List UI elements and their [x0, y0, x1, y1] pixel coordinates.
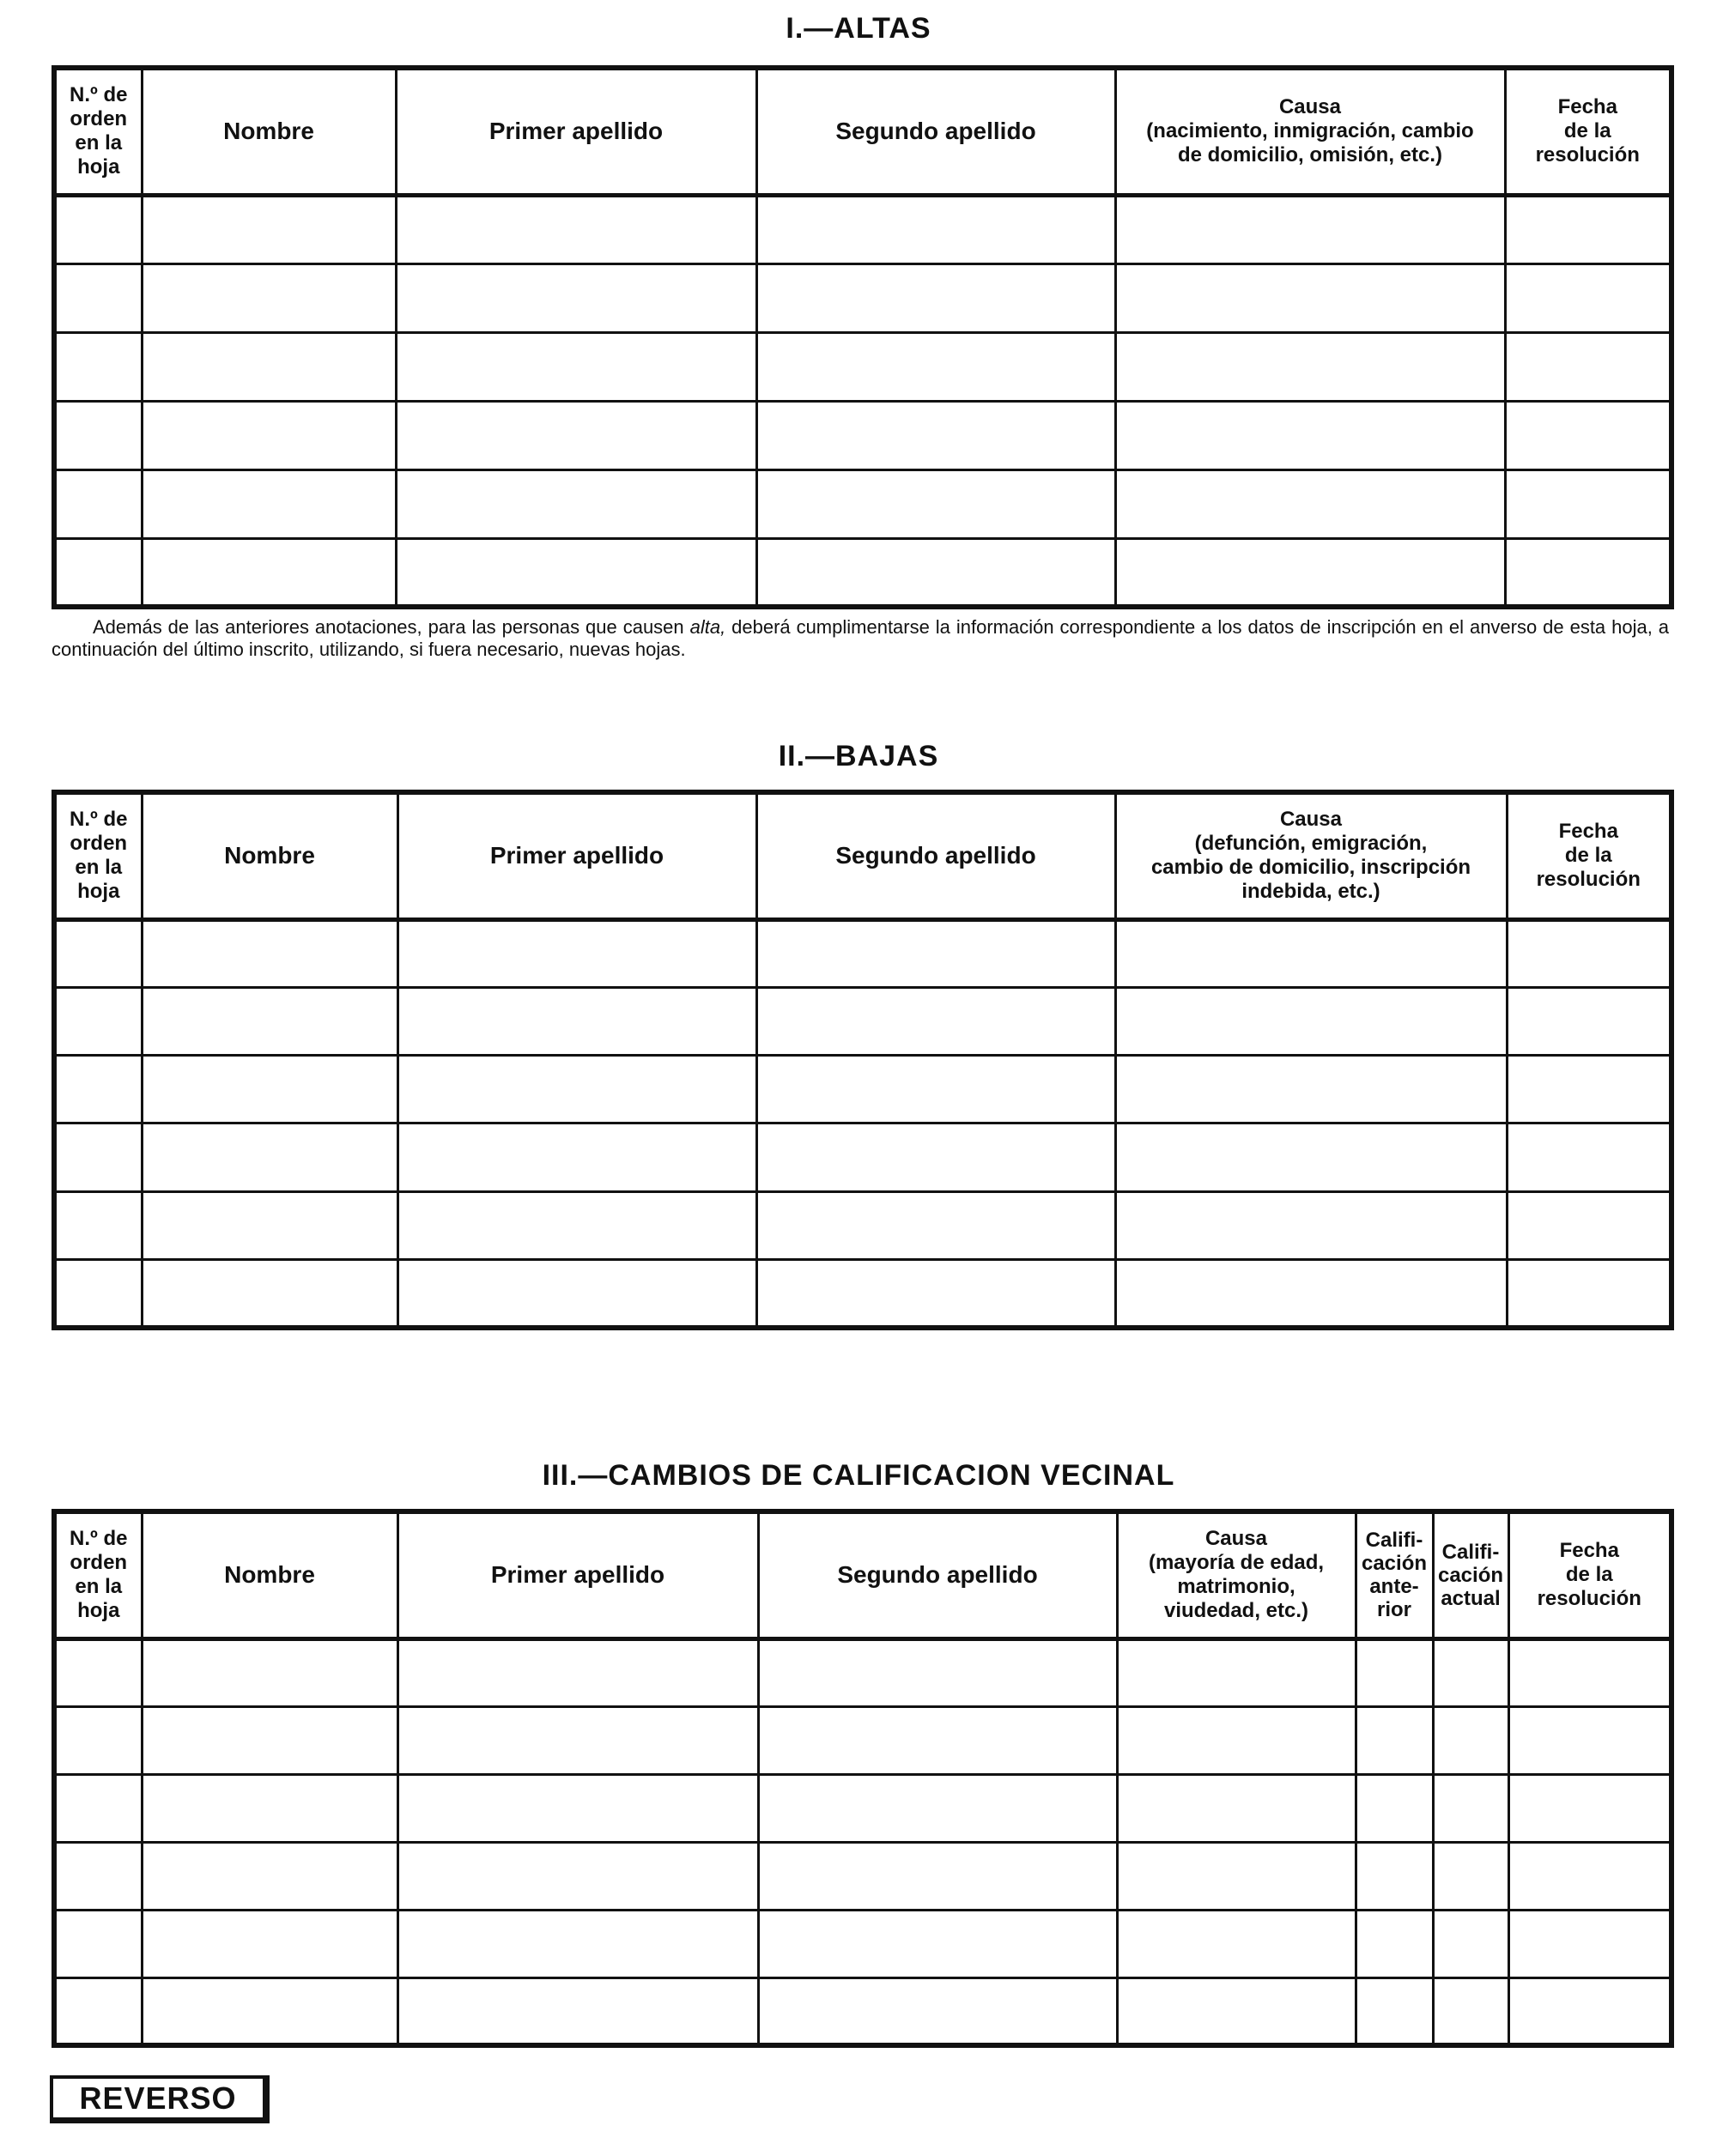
altas-cell-orden[interactable]: [54, 263, 142, 332]
altas-cell-causa[interactable]: [1115, 332, 1505, 401]
bajas-cell-orden[interactable]: [54, 1191, 142, 1259]
cambios-header-segundo-apellido: Segundo apellido: [758, 1511, 1117, 1638]
altas-cell-orden[interactable]: [54, 332, 142, 401]
cambios-row: [54, 1842, 1671, 1910]
bajas-cell-causa[interactable]: [1115, 1123, 1507, 1191]
cambios-cell-primer-apellido[interactable]: [397, 1842, 758, 1910]
cambios-row: [54, 1910, 1671, 1977]
bajas-cell-primer-apellido[interactable]: [397, 1123, 756, 1191]
bajas-row: [54, 1123, 1671, 1191]
altas-cell-segundo-apellido[interactable]: [756, 538, 1115, 607]
altas-header-row: [54, 68, 1671, 195]
altas-title: I.—ALTAS: [786, 12, 931, 45]
altas-header-fecha: Fecha de la resolución: [1505, 68, 1671, 195]
cambios-header-calificacion-anterior: Califi- cación ante- rior: [1356, 1511, 1433, 1638]
cambios-cell-orden[interactable]: [54, 1977, 142, 2045]
cambios-cell-nombre[interactable]: [142, 1977, 397, 2045]
bajas-cell-fecha[interactable]: [1507, 987, 1671, 1055]
altas-cell-fecha[interactable]: [1505, 401, 1671, 469]
cambios-cell-fecha[interactable]: [1508, 1774, 1671, 1842]
bajas-header-causa: Causa (defunción, emigración, cambio de domicilio, inscripción indebida, etc.): [1115, 792, 1507, 919]
altas-cell-primer-apellido[interactable]: [396, 195, 756, 263]
bajas-cell-orden[interactable]: [54, 1123, 142, 1191]
cambios-cell-nombre[interactable]: [142, 1774, 397, 1842]
altas-row: [54, 263, 1671, 332]
altas-cell-primer-apellido[interactable]: [396, 469, 756, 538]
bajas-cell-fecha[interactable]: [1507, 1123, 1671, 1191]
cambios-cell-calificacion-anterior[interactable]: [1356, 1706, 1433, 1774]
bajas-cell-primer-apellido[interactable]: [397, 987, 756, 1055]
cambios-cell-segundo-apellido[interactable]: [758, 1638, 1117, 1706]
bajas-cell-segundo-apellido[interactable]: [756, 1056, 1115, 1123]
cambios-row: [54, 1774, 1671, 1842]
cambios-cell-causa[interactable]: [1117, 1638, 1356, 1706]
cambios-header-row: [54, 1511, 1671, 1638]
cambios-cell-primer-apellido[interactable]: [397, 1638, 758, 1706]
bajas-cell-nombre[interactable]: [142, 1260, 397, 1328]
cambios-cell-nombre[interactable]: [142, 1910, 397, 1977]
cambios-cell-calificacion-anterior[interactable]: [1356, 1842, 1433, 1910]
bajas-cell-segundo-apellido[interactable]: [756, 919, 1115, 987]
altas-header-causa: Causa (nacimiento, inmigración, cambio de domicilio, omisión, etc.): [1115, 68, 1505, 195]
cambios-row: [54, 1638, 1671, 1706]
altas-cell-orden[interactable]: [54, 195, 142, 263]
altas-cell-primer-apellido[interactable]: [396, 263, 756, 332]
altas-cell-fecha[interactable]: [1505, 195, 1671, 263]
cambios-cell-calificacion-actual[interactable]: [1433, 1842, 1508, 1910]
bajas-row: [54, 987, 1671, 1055]
bajas-cell-causa[interactable]: [1115, 987, 1507, 1055]
altas-row: [54, 401, 1671, 469]
bajas-row: [54, 1260, 1671, 1328]
cambios-cell-fecha[interactable]: [1508, 1842, 1671, 1910]
bajas-header-primer-apellido: Primer apellido: [397, 792, 756, 919]
bajas-cell-nombre[interactable]: [142, 1191, 397, 1259]
bajas-cell-orden[interactable]: [54, 987, 142, 1055]
altas-header-segundo-apellido: Segundo apellido: [756, 68, 1115, 195]
altas-cell-causa[interactable]: [1115, 538, 1505, 607]
altas-header-nombre: Nombre: [142, 68, 396, 195]
altas-cell-segundo-apellido[interactable]: [756, 263, 1115, 332]
altas-cell-orden[interactable]: [54, 469, 142, 538]
cambios-cell-primer-apellido[interactable]: [397, 1774, 758, 1842]
altas-cell-primer-apellido[interactable]: [396, 538, 756, 607]
altas-cell-nombre[interactable]: [142, 401, 396, 469]
altas-cell-primer-apellido[interactable]: [396, 401, 756, 469]
bajas-header-row: [54, 792, 1671, 919]
bajas-row: [54, 1056, 1671, 1123]
cambios-cell-primer-apellido[interactable]: [397, 1977, 758, 2045]
cambios-header-primer-apellido: Primer apellido: [397, 1511, 758, 1638]
altas-note: Además de las anteriores anotaciones, para las personas que causen alta, deberá cumplimentarse la información correspondiente a los datos de inscripción en el anverso de esta hoja, a continuación del último inscrito, utilizando, si fuera necesario, nuevas hojas.: [52, 616, 1669, 660]
altas-cell-segundo-apellido[interactable]: [756, 401, 1115, 469]
cambios-cell-calificacion-anterior[interactable]: [1356, 1910, 1433, 1977]
cambios-header-causa: Causa (mayoría de edad, matrimonio, viudedad, etc.): [1117, 1511, 1356, 1638]
cambios-cell-calificacion-actual[interactable]: [1433, 1774, 1508, 1842]
cambios-cell-orden[interactable]: [54, 1910, 142, 1977]
bajas-header-orden: N.º de orden en la hoja: [54, 792, 142, 919]
bajas-cell-nombre[interactable]: [142, 919, 397, 987]
bajas-table: [52, 790, 1674, 1330]
cambios-cell-calificacion-actual[interactable]: [1433, 1638, 1508, 1706]
cambios-title: III.—CAMBIOS DE CALIFICACION VECINAL: [542, 1459, 1175, 1492]
bajas-cell-segundo-apellido[interactable]: [756, 987, 1115, 1055]
cambios-header-orden: N.º de orden en la hoja: [54, 1511, 142, 1638]
cambios-cell-orden[interactable]: [54, 1774, 142, 1842]
bajas-cell-primer-apellido[interactable]: [397, 919, 756, 987]
bajas-header-fecha: Fecha de la resolución: [1507, 792, 1671, 919]
altas-row: [54, 538, 1671, 607]
bajas-cell-fecha[interactable]: [1507, 1056, 1671, 1123]
altas-row: [54, 195, 1671, 263]
altas-note-emphasis: alta,: [689, 616, 726, 638]
cambios-cell-calificacion-actual[interactable]: [1433, 1706, 1508, 1774]
cambios-cell-fecha[interactable]: [1508, 1638, 1671, 1706]
cambios-cell-segundo-apellido[interactable]: [758, 1706, 1117, 1774]
altas-row: [54, 332, 1671, 401]
cambios-cell-segundo-apellido[interactable]: [758, 1910, 1117, 1977]
bajas-cell-segundo-apellido[interactable]: [756, 1123, 1115, 1191]
altas-header-orden: N.º de orden en la hoja: [54, 68, 142, 195]
bajas-cell-primer-apellido[interactable]: [397, 1191, 756, 1259]
bajas-cell-nombre[interactable]: [142, 1123, 397, 1191]
bajas-cell-fecha[interactable]: [1507, 1191, 1671, 1259]
altas-cell-nombre[interactable]: [142, 538, 396, 607]
cambios-cell-causa[interactable]: [1117, 1774, 1356, 1842]
bajas-cell-causa[interactable]: [1115, 1191, 1507, 1259]
altas-cell-nombre[interactable]: [142, 469, 396, 538]
cambios-row: [54, 1706, 1671, 1774]
altas-cell-nombre[interactable]: [142, 332, 396, 401]
altas-cell-fecha[interactable]: [1505, 469, 1671, 538]
cambios-cell-calificacion-anterior[interactable]: [1356, 1774, 1433, 1842]
bajas-cell-primer-apellido[interactable]: [397, 1260, 756, 1328]
bajas-cell-segundo-apellido[interactable]: [756, 1191, 1115, 1259]
cambios-cell-causa[interactable]: [1117, 1842, 1356, 1910]
cambios-cell-primer-apellido[interactable]: [397, 1706, 758, 1774]
bajas-cell-causa[interactable]: [1115, 1260, 1507, 1328]
cambios-cell-segundo-apellido[interactable]: [758, 1842, 1117, 1910]
bajas-cell-nombre[interactable]: [142, 987, 397, 1055]
bajas-cell-orden[interactable]: [54, 1056, 142, 1123]
cambios-cell-calificacion-actual[interactable]: [1433, 1910, 1508, 1977]
bajas-cell-causa[interactable]: [1115, 1056, 1507, 1123]
altas-cell-segundo-apellido[interactable]: [756, 332, 1115, 401]
cambios-cell-causa[interactable]: [1117, 1910, 1356, 1977]
cambios-cell-fecha[interactable]: [1508, 1910, 1671, 1977]
altas-cell-nombre[interactable]: [142, 195, 396, 263]
altas-cell-causa[interactable]: [1115, 195, 1505, 263]
cambios-cell-calificacion-actual[interactable]: [1433, 1977, 1508, 2045]
cambios-cell-primer-apellido[interactable]: [397, 1910, 758, 1977]
cambios-cell-fecha[interactable]: [1508, 1706, 1671, 1774]
bajas-cell-orden[interactable]: [54, 1260, 142, 1328]
altas-cell-causa[interactable]: [1115, 401, 1505, 469]
altas-cell-fecha[interactable]: [1505, 332, 1671, 401]
bajas-cell-orden[interactable]: [54, 919, 142, 987]
altas-table: [52, 65, 1674, 609]
cambios-header-fecha: Fecha de la resolución: [1508, 1511, 1671, 1638]
bajas-row: [54, 919, 1671, 987]
cambios-cell-segundo-apellido[interactable]: [758, 1774, 1117, 1842]
cambios-cell-calificacion-anterior[interactable]: [1356, 1977, 1433, 2045]
bajas-cell-fecha[interactable]: [1507, 919, 1671, 987]
cambios-header-nombre: Nombre: [142, 1511, 397, 1638]
bajas-cell-primer-apellido[interactable]: [397, 1056, 756, 1123]
altas-header-primer-apellido: Primer apellido: [396, 68, 756, 195]
altas-cell-fecha[interactable]: [1505, 263, 1671, 332]
altas-cell-causa[interactable]: [1115, 469, 1505, 538]
altas-cell-causa[interactable]: [1115, 263, 1505, 332]
bajas-cell-fecha[interactable]: [1507, 1260, 1671, 1328]
cambios-cell-causa[interactable]: [1117, 1977, 1356, 2045]
cambios-cell-nombre[interactable]: [142, 1638, 397, 1706]
reverso-label: REVERSO: [50, 2075, 270, 2123]
cambios-cell-orden[interactable]: [54, 1638, 142, 1706]
cambios-row: [54, 1977, 1671, 2045]
bajas-row: [54, 1191, 1671, 1259]
cambios-table: [52, 1509, 1674, 2048]
bajas-header-segundo-apellido: Segundo apellido: [756, 792, 1115, 919]
cambios-cell-fecha[interactable]: [1508, 1977, 1671, 2045]
bajas-header-nombre: Nombre: [142, 792, 397, 919]
cambios-cell-nombre[interactable]: [142, 1706, 397, 1774]
bajas-cell-segundo-apellido[interactable]: [756, 1260, 1115, 1328]
bajas-title: II.—BAJAS: [778, 740, 939, 772]
cambios-cell-nombre[interactable]: [142, 1842, 397, 1910]
cambios-cell-causa[interactable]: [1117, 1706, 1356, 1774]
altas-cell-primer-apellido[interactable]: [396, 332, 756, 401]
cambios-cell-orden[interactable]: [54, 1842, 142, 1910]
bajas-cell-nombre[interactable]: [142, 1056, 397, 1123]
cambios-cell-orden[interactable]: [54, 1706, 142, 1774]
cambios-cell-segundo-apellido[interactable]: [758, 1977, 1117, 2045]
altas-cell-orden[interactable]: [54, 538, 142, 607]
altas-row: [54, 469, 1671, 538]
altas-cell-orden[interactable]: [54, 401, 142, 469]
altas-cell-segundo-apellido[interactable]: [756, 469, 1115, 538]
cambios-header-calificacion-actual: Califi- cación actual: [1433, 1511, 1508, 1638]
altas-cell-fecha[interactable]: [1505, 538, 1671, 607]
bajas-cell-causa[interactable]: [1115, 919, 1507, 987]
altas-cell-nombre[interactable]: [142, 263, 396, 332]
cambios-cell-calificacion-anterior[interactable]: [1356, 1638, 1433, 1706]
altas-cell-segundo-apellido[interactable]: [756, 195, 1115, 263]
